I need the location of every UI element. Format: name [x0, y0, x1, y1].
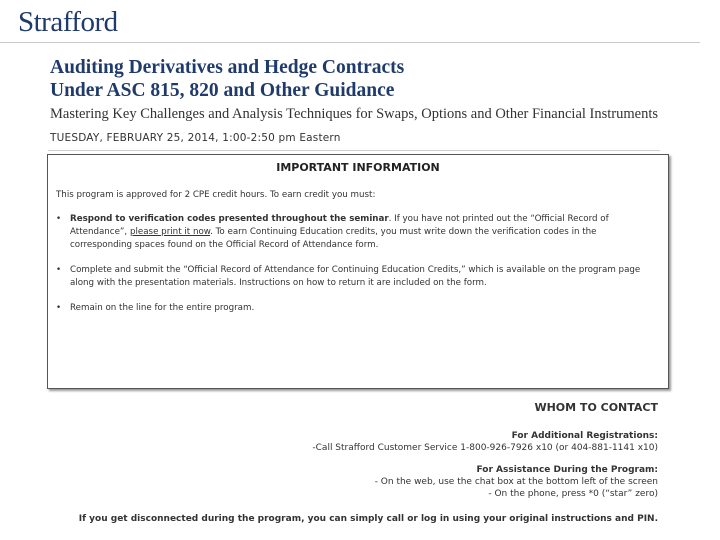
important-information-box — [47, 154, 669, 389]
info-intro: This program is approved for 2 CPE credit hours. To earn credit you must: — [56, 190, 376, 200]
bullet-1-text-a: . If you have not printed out the “Official Record of Attendance”, — [70, 214, 609, 237]
list-item — [56, 302, 656, 315]
bullet-icon: • — [56, 264, 62, 275]
bullet-3-text: Remain on the line for the entire program. — [70, 302, 255, 313]
print-it-now-link[interactable]: please print it now — [129, 226, 211, 237]
program-date: TUESDAY, FEBRUARY 25, 2014, 1:00-2:50 pm Eastern — [50, 132, 341, 144]
list-item — [56, 264, 656, 290]
disconnect-notice: If you get disconnected during the program, you can simply call or log in using your original instructions and PIN. — [78, 514, 658, 524]
bullet-2-text: Complete and submit the “Official Record of Attendance for Continuing Education Credits,” which is available on the program page along with the presentation materials. Instructions on how to return it are included on the form. — [70, 264, 641, 288]
info-heading: IMPORTANT INFORMATION — [276, 161, 440, 174]
date-divider — [48, 150, 660, 151]
registrations-phone: -Call Strafford Customer Service 1-800-926-7926 x10 (or 404-881-1141 x10) — [312, 443, 658, 453]
verification-codes-text: Respond to verification codes presented throughout the seminar — [70, 214, 389, 224]
registrations-heading: For Additional Registrations: — [511, 431, 658, 441]
requirements-list — [56, 213, 656, 327]
title-line-2: Under ASC 815, 820 and Other Guidance — [50, 80, 395, 101]
title-line-1: Auditing Derivatives and Hedge Contracts — [50, 57, 405, 78]
assistance-heading: For Assistance During the Program: — [476, 465, 658, 475]
header-divider — [0, 42, 700, 43]
bullet-1-text-b: . To earn Continuing Education credits, you must write down the verification codes in the corresponding spaces found on the Official Record of Attendance form. — [70, 226, 597, 250]
assistance-web: - On the web, use the chat box at the bottom left of the screen — [374, 477, 658, 487]
strafford-logo: Strafford — [18, 6, 118, 38]
page-subtitle: Mastering Key Challenges and Analysis Techniques for Swaps, Options and Other Financial Instruments — [50, 106, 659, 122]
list-item — [56, 213, 656, 251]
bullet-icon: • — [56, 302, 62, 313]
bullet-icon: • — [56, 214, 62, 224]
page-title — [50, 56, 404, 102]
assistance-phone: - On the phone, press *0 (“star” zero) — [488, 489, 658, 499]
contact-heading: WHOM TO CONTACT — [534, 401, 658, 414]
